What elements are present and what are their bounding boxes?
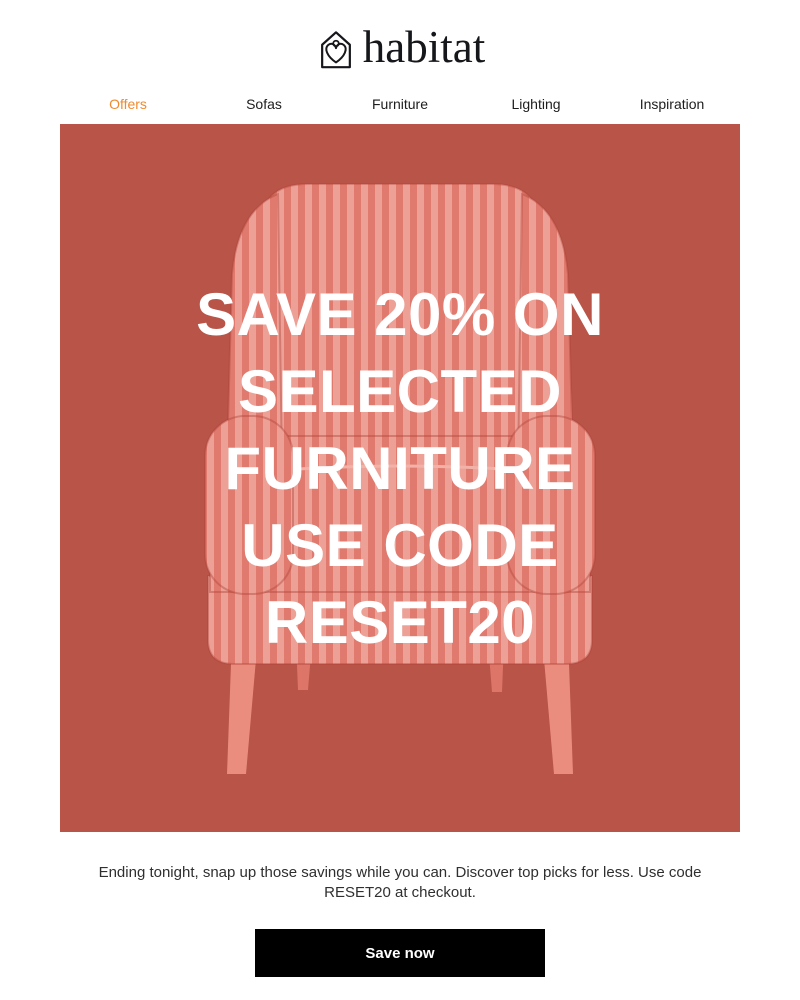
- main-nav: [60, 88, 740, 124]
- house-heart-icon: [315, 29, 357, 71]
- hero-headline-line: FURNITURE: [224, 435, 576, 502]
- brand-wordmark: habitat: [362, 22, 486, 72]
- hero-headline-line: RESET20: [264, 589, 536, 656]
- hero-headline-line: USE CODE: [241, 512, 559, 579]
- hero-banner[interactable]: [60, 124, 740, 832]
- hero-headline-line: SAVE 20% ON: [196, 281, 604, 348]
- header: [0, 0, 800, 74]
- nav-item-sofas[interactable]: Sofas: [246, 96, 282, 112]
- promo-description: Ending tonight, snap up those savings while you can. Discover top picks for less. Use code RESET20 at checkout.: [98, 864, 702, 901]
- hero-headline: [60, 276, 740, 661]
- brand-logo[interactable]: [315, 22, 486, 74]
- save-now-button[interactable]: Save now: [255, 929, 545, 977]
- nav-item-lighting[interactable]: Lighting: [511, 96, 561, 112]
- nav-item-offers[interactable]: Offers: [109, 96, 147, 112]
- nav-item-inspiration[interactable]: Inspiration: [639, 96, 705, 112]
- nav-item-furniture[interactable]: Furniture: [371, 96, 429, 112]
- hero-headline-line: SELECTED: [237, 358, 563, 425]
